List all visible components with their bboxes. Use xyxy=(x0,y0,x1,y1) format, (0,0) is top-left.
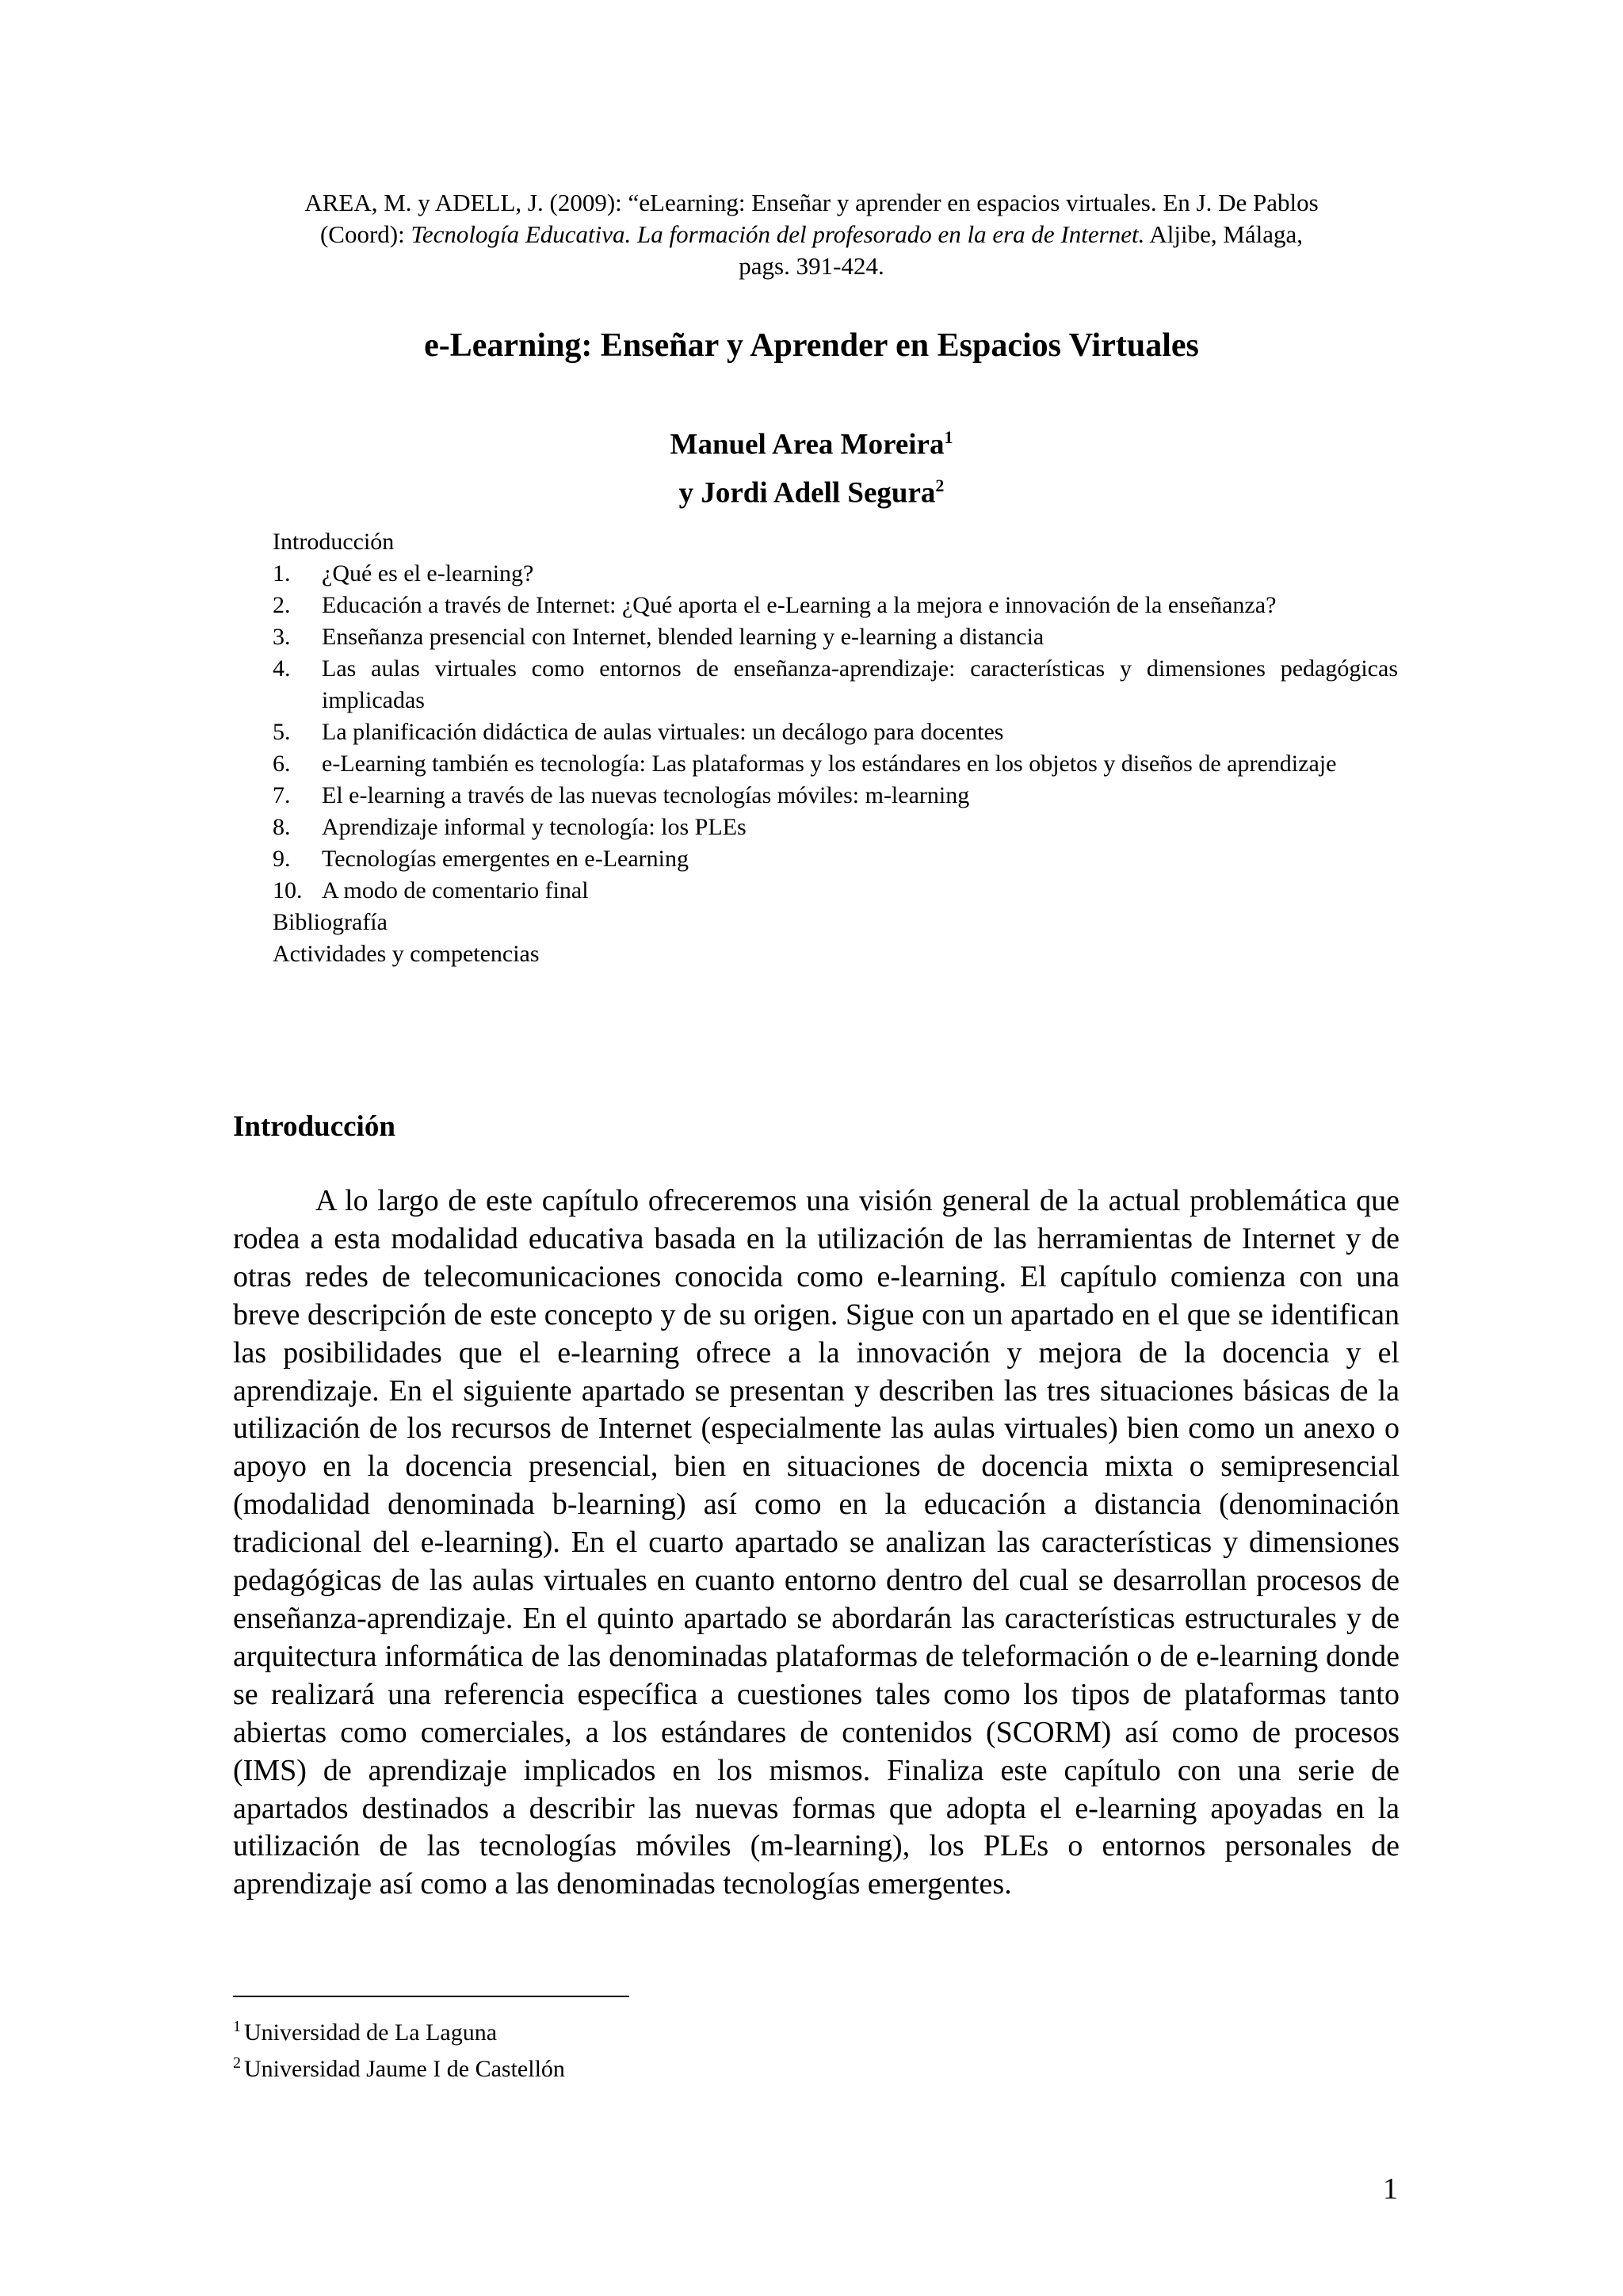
toc-item xyxy=(273,812,1398,843)
toc-item-number: 8. xyxy=(273,814,291,840)
toc-item xyxy=(273,621,1398,653)
toc-item xyxy=(273,558,1398,590)
author-1-name: Manuel Area Moreira xyxy=(670,428,945,461)
introduction-paragraph: A lo largo de este capítulo ofreceremos una visión general de la actual problemática que rodea a esta modalidad educativa basada en la utilización de las herramientas de Internet y de otras redes de telecomunicaciones conocida como e-learning. El capítulo comienza con una breve descripción de este concepto y de su origen. Sigue con un apartado en el que se identifican las posibilidades que el e-learning ofrece a la innovación y mejora de la docencia y el aprendizaje. En el siguiente apartado se presentan y describen las tres situaciones básicas de la utilización de los recursos de Internet (especialmente las aulas virtuales) bien como un anexo o apoyo en la docencia presencial, bien en situaciones de docencia mixta o semipresencial (modalidad denominada b-learning) así como en la educación a distancia (denominación tradicional del e-learning). En el cuarto apartado se analizan las características y dimensiones pedagógicas de las aulas virtuales en cuanto entorno dentro del cual se desarrollan procesos de enseñanza-aprendizaje. En el quinto apartado se abordarán las características estructurales y de arquitectura informática de las denominadas plataformas de teleformación o de e-learning donde se realizará una referencia específica a cuestiones tales como los tipos de plataformas tanto abiertas como comerciales, a los estándares de contenidos (SCORM) así como de procesos (IMS) de aprendizaje implicados en los mismos. Finaliza este capítulo con una serie de apartados destinados a describir las nuevas formas que adopta el e-learning apoyadas en la utilización de las tecnologías móviles (m-learning), los PLEs o entornos personales de aprendizaje así como a las denominadas tecnologías emergentes. xyxy=(233,1184,1400,1901)
toc-item xyxy=(273,716,1398,748)
toc-item-text: ¿Qué es el e-learning? xyxy=(322,560,534,586)
author-1 xyxy=(190,417,1433,465)
page-number: 1 xyxy=(1383,2172,1398,2206)
toc-item-text: El e-learning a través de las nuevas tecnologías móviles: m-learning xyxy=(322,782,970,808)
author-2 xyxy=(190,465,1433,514)
citation-line-2-suffix: Aljibe, Málaga, xyxy=(1144,220,1304,248)
footnote-2-mark: 2 xyxy=(233,2054,241,2072)
footnotes xyxy=(233,2011,1025,2084)
footnote-1-mark: 1 xyxy=(233,2018,241,2035)
toc-item-number: 3. xyxy=(273,624,291,650)
footnote-1 xyxy=(233,2011,1025,2048)
toc-item-number: 6. xyxy=(273,751,291,777)
toc-bibliography: Bibliografía xyxy=(273,909,388,935)
citation-line-2 xyxy=(190,219,1433,250)
citation-line-1: AREA, M. y ADELL, J. (2009): “eLearning: Enseñar y aprender en espacios virtuales. En J. De Pablos xyxy=(304,189,1319,216)
toc-introduction: Introducción xyxy=(273,529,395,555)
table-of-contents xyxy=(273,526,1398,970)
toc-item xyxy=(273,653,1398,716)
toc-item-text: A modo de comentario final xyxy=(322,877,589,904)
author-1-footnote-mark: 1 xyxy=(944,427,953,447)
citation-book-title: Tecnología Educativa. La formación del profesorado en la era de Internet. xyxy=(411,220,1145,248)
author-list xyxy=(190,417,1433,514)
toc-item-text: La planificación didáctica de aulas virtuales: un decálogo para docentes xyxy=(322,719,1004,745)
toc-item-number: 4. xyxy=(273,655,291,682)
author-2-name: y Jordi Adell Segura xyxy=(678,476,936,510)
author-2-footnote-mark: 2 xyxy=(935,476,945,496)
toc-item xyxy=(273,875,1398,907)
toc-item-text: e-Learning también es tecnología: Las plataformas y los estándares en los objetos y diseños de aprendizaje xyxy=(322,751,1337,777)
toc-item xyxy=(273,748,1398,780)
citation-line-3: pags. 391-424. xyxy=(739,252,884,280)
toc-item-number: 5. xyxy=(273,719,291,745)
footnote-divider xyxy=(233,1996,629,1997)
toc-item-text: Aprendizaje informal y tecnología: los PLEs xyxy=(322,814,747,840)
toc-activities: Actividades y competencias xyxy=(273,941,540,967)
toc-item xyxy=(273,780,1398,812)
toc-item xyxy=(273,843,1398,875)
footnote-2 xyxy=(233,2048,1025,2084)
toc-item-text: Enseñanza presencial con Internet, blended learning y e-learning a distancia xyxy=(322,624,1044,650)
footnote-1-text: Universidad de La Laguna xyxy=(244,2019,498,2046)
toc-item-text: Educación a través de Internet: ¿Qué aporta el e-Learning a la mejora e innovación de la enseñanza? xyxy=(322,592,1277,618)
toc-item-text: Tecnologías emergentes en e-Learning xyxy=(322,846,689,872)
section-heading-introduction: Introducción xyxy=(233,1110,395,1143)
toc-item-number: 7. xyxy=(273,782,291,808)
document-title: e-Learning: Enseñar y Aprender en Espacios Virtuales xyxy=(424,327,1199,364)
toc-item-number: 1. xyxy=(273,560,291,586)
toc-item xyxy=(273,590,1398,621)
toc-item-number: 10. xyxy=(273,877,303,904)
footnote-2-text: Universidad Jaume I de Castellón xyxy=(244,2056,565,2082)
toc-item-number: 9. xyxy=(273,846,291,872)
citation-line-2-prefix: (Coord): xyxy=(319,220,411,248)
toc-item-text: Las aulas virtuales como entornos de enseñanza-aprendizaje: características y dimensiones pedagógicas implicadas xyxy=(322,655,1398,713)
toc-item-number: 2. xyxy=(273,592,291,618)
citation-header xyxy=(190,187,1433,282)
